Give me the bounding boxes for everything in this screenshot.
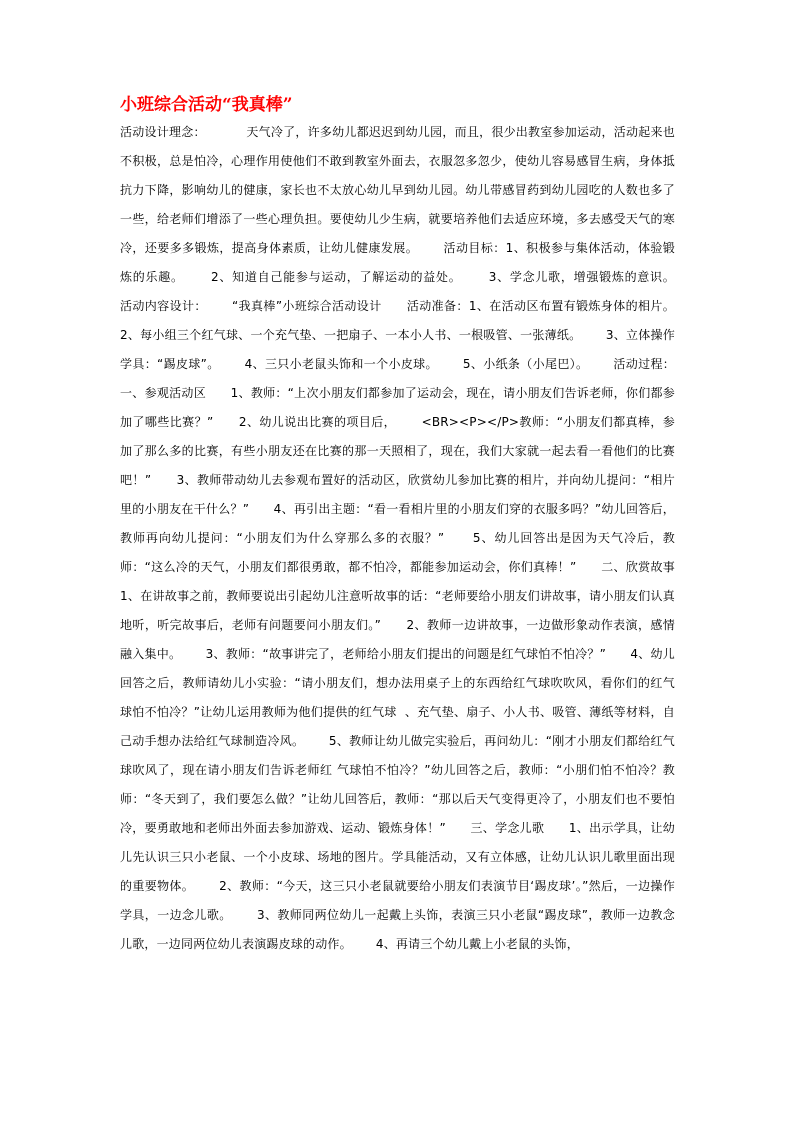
document-title: 小班综合活动“我真棒” — [120, 95, 293, 115]
document-body: 活动设计理念： 天气冷了，许多幼儿都迟迟到幼儿园，而且，很少出教室参加运动，活动起来也不积极，总是怕冷，心理作用使他们不敢到教室外面去，衣服忽多忽少，使幼儿容易感冒生病，身体抵抗力下降，影响幼儿的健康，家长也不太放心幼儿早到幼儿园。幼儿带感冒药到幼儿园吃的人数也多了一些，给老师们增添了一些心理负担。要使幼儿少生病，就要培养他们去适应环境，多去感受天气的寒冷，还要多多锻炼，提高身体素质，让幼儿健康发展。 活动目标：1、积极参与集体活动，体验锻炼的乐趣。 2、知道自己能参与运动，了解运动的益处。 3、学念儿歌，增强锻炼的意识。 活动内容设计： “我真棒”小班综合活动设计 活动准备：1、在活动区布置有锻炼身体的相片。 2、每小组三个红气球、一个充气垫、一把扇子、一本小人书、一根吸管、一张薄纸。 3、立体操作学具：“踢皮球”。 4、三只小老鼠头饰和一个小皮球。 5、小纸条（小尾巴）。 活动过程： 一、参观活动区 1、教师：“上次小朋友们都参加了运动会，现在，请小朋友们告诉老师，你们都参加了哪些比赛？” 2、幼儿说出比赛的项目后， <BR><P></P>教师：“小朋友们都真棒，参加了那么多的比赛，有些小朋友还在比赛的那一天照相了，现在，我们大家就一起去看一看他们的比赛吧！” 3、教师带动幼儿去参观布置好的活动区，欣赏幼儿参加比赛的相片，并向幼儿提问：“相片里的小朋友在干什么？” 4、再引出主题：“看一看相片里的小朋友们穿的衣服多吗？”幼儿回答后，教师再向幼儿提问：“小朋友们为什么穿那么多的衣服？” 5、幼儿回答出是因为天气冷后，教师：“这么冷的天气，小朋友们都很勇敢，都不怕冷，都能参加运动会，你们真棒！” 二、欣赏故事 1、在讲故事之前，教师要说出引起幼儿注意听故事的话：“老师要给小朋友们讲故事，请小朋友们认真地听，听完故事后，老师有问题要问小朋友们。” 2、教师一边讲故事，一边做形象动作表演，感情融入集中。 3、教师：“故事讲完了，老师给小朋友们提出的问题是红气球怕不怕冷？” 4、幼儿回答之后，教师请幼儿小实验：“请小朋友们，想办法用桌子上的东西给红气球吹吹风，看你们的红气球怕不怕冷？”让幼儿运用教师为他们提供的红气球 、充气垫、扇子、小人书、吸管、薄纸等材料，自己动手想办法给红气球制造冷风。 5、教师让幼儿做完实验后，再问幼儿：“刚才小朋友们都给红气球吹风了，现在请小朋友们告诉老师红 气球怕不怕冷？”幼儿回答之后，教师：“小朋们怕不怕冷？教师：“冬天到了，我们要怎么做？”让幼儿回答后，教师：“那以后天气变得更冷了，小朋友们也不要怕冷，要勇敢地和老师出外面去参加游戏、运动、锻炼身体！” 三、学念儿歌 1、出示学具，让幼儿先认识三只小老鼠、一个小皮球、场地的图片。学具能活动，又有立体感，让幼儿认识儿歌里面出现的重要物体。 2、教师：“今天，这三只小老鼠就要给小朋友们表演节目‘踢皮球’。”然后，一边操作学具，一边念儿歌。 3、教师同两位幼儿一起戴上头饰，表演三只小老鼠“踢皮球”，教师一边教念儿歌，一边同两位幼儿表演踢皮球的动作。 4、再请三个幼儿戴上小老鼠的头饰， — [120, 125, 700, 951]
